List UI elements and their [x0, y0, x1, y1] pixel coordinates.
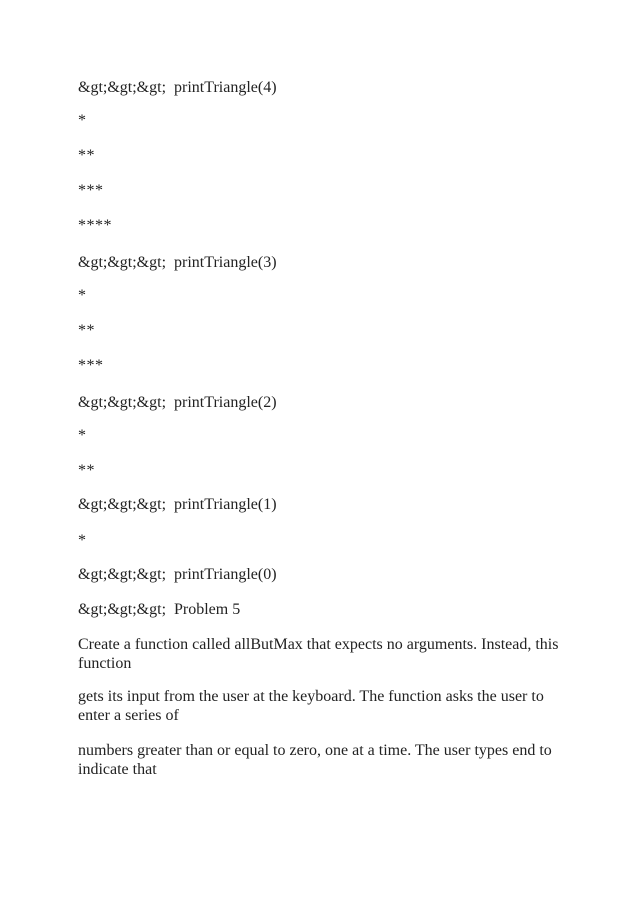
- prompt-line: &gt;&gt;&gt; printTriangle(2): [78, 394, 277, 411]
- prompt-line: &gt;&gt;&gt; printTriangle(3): [78, 254, 277, 271]
- prompt-line: &gt;&gt;&gt; printTriangle(4): [78, 79, 277, 96]
- triangle-row: **: [78, 462, 95, 479]
- triangle-row: **: [78, 147, 95, 164]
- body-paragraph: Create a function called allButMax that expects no arguments. Instead, this function: [78, 636, 559, 672]
- triangle-row: ***: [78, 357, 104, 374]
- triangle-row: *: [78, 287, 87, 304]
- triangle-row: ****: [78, 217, 112, 234]
- triangle-row: *: [78, 112, 87, 129]
- triangle-row: **: [78, 322, 95, 339]
- problem-heading: &gt;&gt;&gt; Problem 5: [78, 601, 241, 618]
- prompt-line: &gt;&gt;&gt; printTriangle(0): [78, 566, 277, 583]
- triangle-row: ***: [78, 182, 104, 199]
- triangle-row: *: [78, 532, 87, 549]
- body-paragraph: numbers greater than or equal to zero, one at a time. The user types end to indicate that: [78, 742, 552, 778]
- body-paragraph: gets its input from the user at the keyboard. The function asks the user to enter a series of: [78, 688, 544, 724]
- prompt-line: &gt;&gt;&gt; printTriangle(1): [78, 496, 277, 513]
- triangle-row: *: [78, 427, 87, 444]
